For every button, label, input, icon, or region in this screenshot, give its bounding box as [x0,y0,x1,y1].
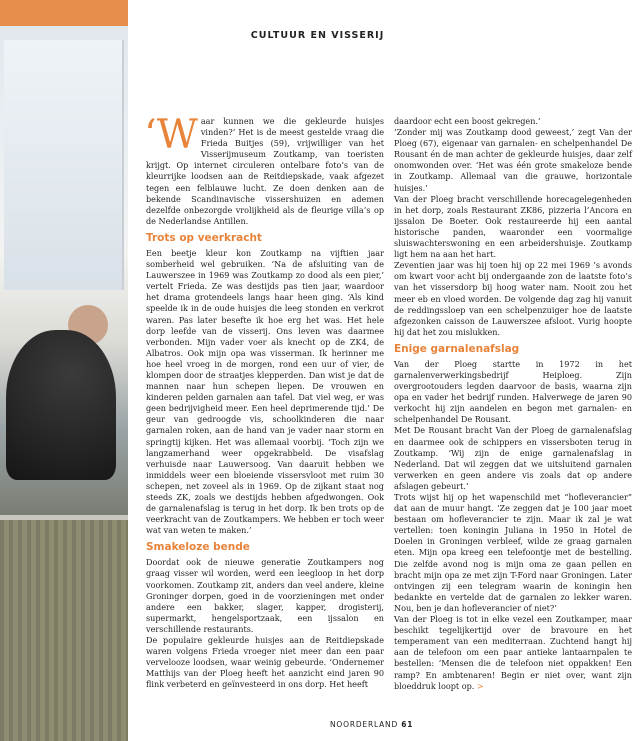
photo-counter [0,520,128,741]
photo-person [6,330,116,480]
paragraph: Doordat ook de nieuwe generatie Zoutkampers nog graag visser wil worden, werd een leegloop in het dorp voorkomen. Zoutkamp zit, anders dan veel andere, kleine Groninger dorpen, goed in de voorzieningen met onder andere een bakker, slager, kapper, drogisterij, supermarkt, hengelsportzaak, een ijssalon en verschillende restaurants. [146,557,384,634]
side-photo [0,0,128,741]
column-right [394,116,632,692]
paragraph: Met De Rousant bracht Van der Ploeg de garnalenafslag en daarmee ook de schippers en vissersboten terug in Zoutkamp. ‘Wij zijn de enige garnalenafslag in Nederland. Dat wil zeggen dat we uitsluitend garnalen verwerken en geen andere vis zoals dat op andere afslagen gebeurt.’ [394,425,632,491]
intro-paragraph [144,112,384,227]
paragraph-text: Van der Ploeg is tot in elke vezel een Zoutkamper, maar beschikt tegelijkertijd over de bravoure en het temperament van een mediterraan. Zuchtend hangt hij aan de telefoon om een paar antieke lantaarnpalen te bestellen: ‘Mensen die de telefoon niet oppakken! Een ramp? En ambtenaren! Begin er niet over, want zijn bloeddruk loopt op. [394,614,632,691]
paragraph: daardoor echt een boost gekregen.’ [394,116,541,126]
continue-arrow-icon: > [476,680,484,691]
paragraph: Van der Ploeg startte in 1972 in het garnalenverwerkingsbedrijf Heiploeg. Zijn overgrootouders legden daarvoor de basis, waarna zijn opa en vader het bedrijf runden. Halverwege de jaren 90 verkocht hij zijn aandelen en begon met garnalen- en schelpenhandel De Rousant. [394,358,632,425]
dropcap: ‘W [144,112,198,158]
subheading-trots: Trots op veerkracht [146,231,262,244]
page-footer [330,720,413,729]
paragraph-last [394,614,632,692]
section-header: CULTUUR EN VISSERIJ [250,30,385,41]
paragraph: Trots wijst hij op het wapenschild met “hofleverancier” dat aan de muur hangt. ‘Ze zeggen dat je 100 jaar moet bestaan om hofleverancier te zijn. Maar ik zal je wat vertellen: toen koningin Juliana in 1950 in Hotel de Doelen in Groningen verbleef, wilde ze graag garnalen eten. Mijn opa kreeg een telefoontje met de bestelling. Die zelfde avond nog is mijn oma ze gaan pellen en bracht mijn opa ze met zijn T-Ford naar Groningen. Later ontvingen zij een telegram waarin de koningin hen bedankte en vertelde dat de garnalen zo lekker waren. Nou, ben je dan hofleverancier of niet?’ [394,492,632,613]
paragraph: Een beetje kleur kon Zoutkamp na vijftien jaar somberheid wel gebruiken. ‘Na de afsluiting van de Lauwerszee in 1969 was Zoutkamp zo dood als een pier,’ vertelt Frieda. Ze was destijds pas tien jaar, waardoor het drama grotendeels langs haar heen ging. ‘Als kind speelde ik in de oude huisjes die leeg stonden en verkrot waren. Pas later besefte ik hoe erg het was. Het hele dorp leefde van de visserij. Ons leven was daarmee verbonden. Mijn vader voer als knecht op de ZK4, de Albatros. Ook mijn opa was visserman. Ik herinner me hoe heel vroeg in de morgen, rond een uur of vier, de klompen door de straatjes klepperden. Dan wist je dat de mannen naar hun schepen liepen. De vrouwen en kinderen pelden garnalen aan tafel. Dat viel weg, er was geen bedrijvigheid meer. Een heel deprimerende tijd.’ De geur van gedroogde vis, schoolkinderen die naar garnalen roken, aan de hand van je vader naar storm en springtij kijken. Het was allemaal voorbij. ‘Toch zijn we langzamerhand weer opgekrabbeld. De visafslag verhuisde naar Lauwersoog. Van daaruit hebben we inmiddels weer een bloeiende vissersvloot met ruim 30 schepen, net zoveel als in 1969. Op de zijkant staat nog steeds ZK, zoals we destijds hebben afgedwongen. Ook de garnalenafslag is terug in het dorp. Ik ben trots op de veerkracht van de Zoutkampers. We hebben er toch weer wat van weten te maken.’ [146,247,384,536]
magazine-name: NOORDERLAND [330,720,399,729]
page-number: 61 [401,720,414,729]
intro-text: aar kunnen we die gekleurde huisjes vinden?’ Het is de meest gestelde vraag die Frieda Buitjes (59), vrijwilliger van het Visserijmuseum Zoutkamp, van toeristen krijgt. Op internet circuleren ontelbare foto’s van de kleurrijke loodsen aan de Reitdiepskade, vaak afgezet tegen een felblauwe lucht. Ze doen denken aan de bekende Scandinavische vissershuizen en ademen dezelfde onbezorgde vrolijkheid als de fleurige villa’s op de Nederlandse Antillen. [146,116,384,226]
subheading-garnalenafslag: Enige garnalenafslag [394,342,520,355]
paragraph: Zeventien jaar was hij toen hij op 22 mei 1969 ’s avonds om kwart voor acht bij ondergaande zon de laatste foto’s van het vissersdorp bij hoog water nam. Nooit zou het meer eb en vloed worden. De volgende dag zag hij vanuit de reddingssloep van een schelpenzuiger hoe de laatste afgezonken caisson de Lauwerszee afsloot. Vurig hoopte hij dat het zou mislukken. [394,260,632,337]
photo-awning [0,0,128,26]
subheading-smakeloze: Smakeloze bende [146,541,250,554]
paragraph: Van der Ploeg bracht verschillende horecagelegenheden in het dorp, zoals Restaurant ZK86, pizzeria l’Ancora en ijssalon De Boeter. Ook restaureerde hij een aantal historische panden, waaronder een voormalige sluiswachterswoning en een arbeidershuisje. Zoutkamp ligt hem na aan het hart. [394,193,632,260]
photo-window [4,40,124,290]
column-left [144,112,384,691]
paragraph: De populaire gekleurde huisjes aan de Reitdiepskade waren volgens Frieda vroeger niet meer dan een paar vervelooze loodsen, waar weinig gebeurde. ‘Ondernemer Matthijs van der Ploeg heeft het aanzicht eind jaren 90 flink verbeterd en geïnvesteerd in ons dorp. Het heeft [146,635,384,690]
paragraph: ‘Zonder mij was Zoutkamp dood geweest,’ zegt Van der Ploeg (67), eigenaar van garnalen- en schelpenhandel De Rousant én de man achter de gekleurde huisjes, daar zelf onomwonden over. ‘Het was één grote smakeloze bende in Zoutkamp. Allemaal van die grauwe, horizontale huisjes.’ [394,127,632,193]
